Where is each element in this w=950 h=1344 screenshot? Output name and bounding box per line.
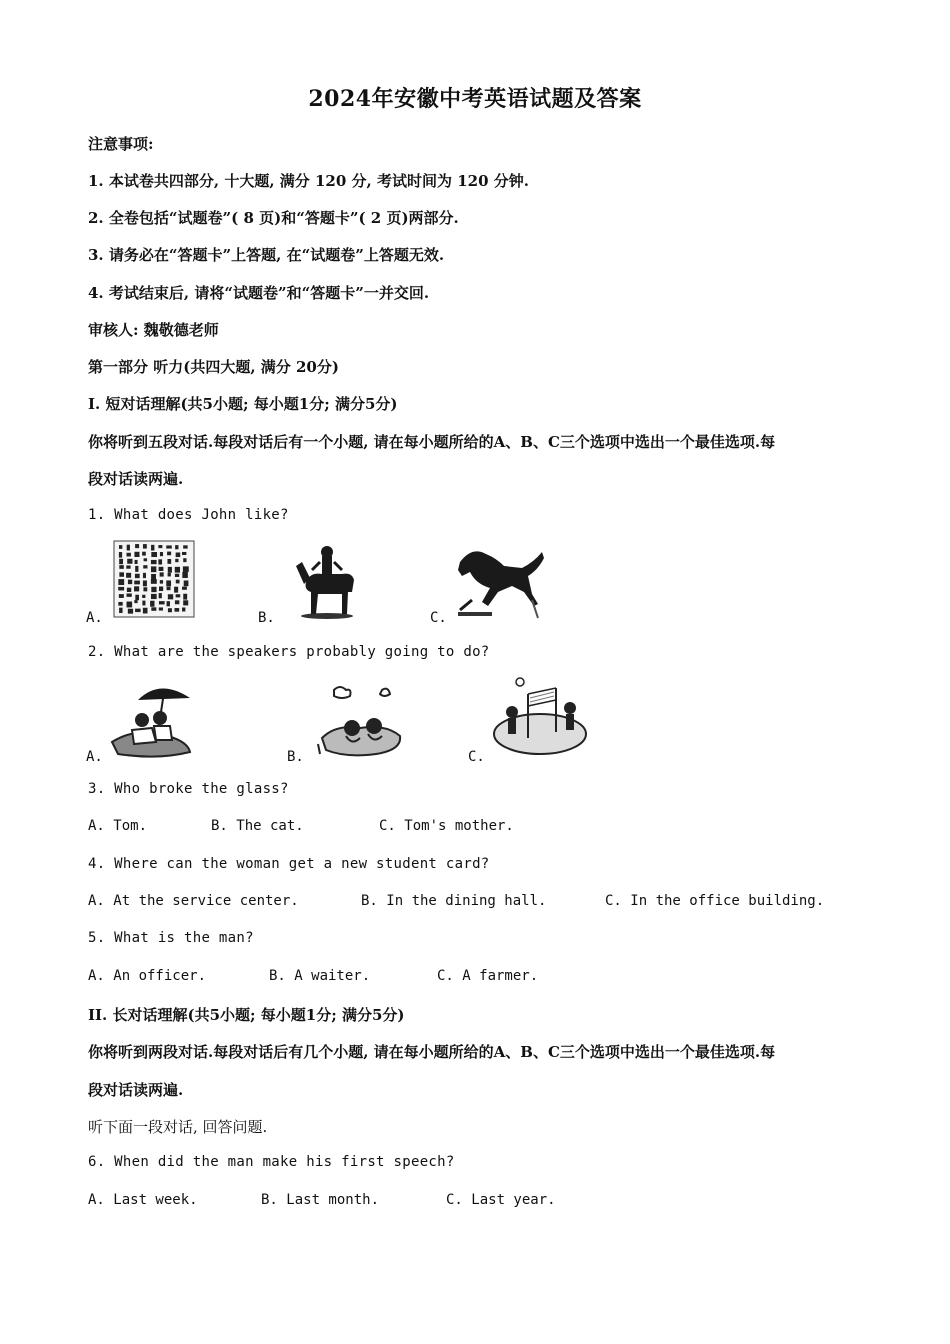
calligraphy-stroke bbox=[142, 552, 146, 556]
calligraphy-stroke bbox=[143, 565, 147, 568]
page-title: 2024年安徽中考英语试题及答案 bbox=[308, 86, 642, 112]
calligraphy-stroke bbox=[159, 587, 163, 592]
calligraphy-stroke bbox=[166, 545, 172, 548]
question-3: 3. Who broke the glass? bbox=[88, 781, 289, 797]
calligraphy-stroke bbox=[119, 594, 124, 598]
calligraphy-stroke bbox=[134, 552, 139, 557]
calligraphy-stroke bbox=[126, 573, 131, 578]
q5-option-c[interactable]: C. A farmer. bbox=[437, 968, 539, 984]
calligraphy-stroke bbox=[167, 559, 171, 564]
calligraphy-stroke bbox=[134, 600, 137, 603]
calligraphy-stroke bbox=[142, 601, 145, 606]
q3-option-c[interactable]: C. Tom's mother. bbox=[379, 818, 514, 834]
calligraphy-stroke bbox=[167, 552, 171, 556]
calligraphy-stroke bbox=[159, 593, 162, 598]
section2-instruction-line1: 你将听到两段对话.每段对话后有几个小题, 请在每小题所给的A、B、C三个选项中选出一个最佳选项.每 bbox=[88, 1043, 776, 1061]
calligraphy-stroke bbox=[135, 566, 138, 572]
q1-option-c-label: C. bbox=[430, 610, 447, 626]
q6-option-c[interactable]: C. Last year. bbox=[446, 1192, 556, 1208]
calligraphy-stroke bbox=[127, 593, 132, 596]
section2-heading: II. 长对话理解(共5小题; 每小题1分; 满分5分) bbox=[88, 1006, 405, 1024]
calligraphy-stroke bbox=[159, 601, 165, 604]
calligraphy-stroke bbox=[184, 581, 189, 587]
calligraphy-stroke bbox=[134, 581, 140, 585]
horse-rider-statue-icon bbox=[292, 542, 362, 620]
calligraphy-stroke bbox=[168, 567, 172, 573]
calligraphy-stroke bbox=[158, 559, 162, 564]
part1-heading: 第一部分 听力(共四大题, 满分 20分) bbox=[88, 358, 339, 376]
calligraphy-stroke bbox=[176, 552, 181, 557]
calligraphy-stroke bbox=[119, 572, 124, 576]
calligraphy-stroke bbox=[174, 608, 179, 612]
calligraphy-stroke bbox=[151, 574, 156, 579]
calligraphy-stroke bbox=[160, 580, 163, 583]
calligraphy-stroke bbox=[118, 579, 124, 585]
question-4: 4. Where can the woman get a new student card? bbox=[88, 856, 490, 872]
calligraphy-stroke bbox=[142, 595, 145, 598]
calligraphy-stroke bbox=[143, 608, 148, 614]
q5-option-b[interactable]: B. A waiter. bbox=[269, 968, 371, 984]
calligraphy-stroke bbox=[159, 567, 164, 571]
calligraphy-stroke bbox=[128, 609, 133, 614]
question-6: 6. When did the man make his first speech? bbox=[88, 1154, 455, 1170]
section1-instruction-line1: 你将听到五段对话.每段对话后有一个小题, 请在每小题所给的A、B、C三个选项中选出一个最佳选项.每 bbox=[88, 433, 776, 451]
q2-option-a-label: A. bbox=[86, 749, 103, 765]
question-2: 2. What are the speakers probably going to do? bbox=[88, 644, 490, 660]
volleyball-icon bbox=[490, 672, 588, 760]
calligraphy-stroke bbox=[174, 587, 178, 593]
calligraphy-stroke bbox=[118, 602, 122, 606]
section2-sub-instruction: 听下面一段对话, 回答问题. bbox=[88, 1118, 268, 1136]
calligraphy-stroke bbox=[126, 553, 130, 557]
calligraphy-stroke bbox=[167, 587, 171, 590]
q5-option-a[interactable]: A. An officer. bbox=[88, 968, 207, 984]
swimming-kids-icon bbox=[316, 684, 406, 760]
question-5: 5. What is the man? bbox=[88, 930, 254, 946]
notice-item-1: 1. 本试卷共四部分, 十大题, 满分 120 分, 考试时间为 120 分钟. bbox=[88, 172, 529, 190]
q2-option-b-label: B. bbox=[287, 749, 304, 765]
calligraphy-stroke bbox=[175, 567, 180, 573]
calligraphy-stroke bbox=[127, 559, 132, 564]
calligraphy-stroke bbox=[143, 580, 147, 586]
q4-option-a[interactable]: A. At the service center. bbox=[88, 893, 299, 909]
section1-instruction-line2: 段对话读两遍. bbox=[88, 470, 184, 488]
calligraphy-stroke bbox=[135, 609, 141, 612]
calligraphy-stroke bbox=[182, 587, 187, 590]
calligraphy-stroke bbox=[183, 566, 189, 572]
calligraphy-stroke bbox=[167, 601, 170, 606]
calligraphy-stroke bbox=[119, 608, 122, 613]
calligraphy-stroke bbox=[168, 573, 171, 577]
calligraphy-stroke bbox=[151, 545, 154, 551]
calligraphy-stroke bbox=[127, 588, 131, 592]
calligraphy-stroke bbox=[127, 602, 133, 608]
calligraphy-stroke bbox=[151, 552, 157, 557]
calligraphy-stroke bbox=[168, 608, 172, 612]
q3-option-b[interactable]: B. The cat. bbox=[211, 818, 304, 834]
calligraphy-stroke bbox=[151, 566, 156, 572]
beach-umbrella-icon bbox=[108, 680, 198, 760]
calligraphy-stroke bbox=[127, 545, 130, 551]
calligraphy-stroke bbox=[118, 587, 124, 591]
calligraphy-stroke bbox=[143, 573, 146, 578]
calligraphy-stroke bbox=[159, 607, 163, 610]
calligraphy-stroke bbox=[183, 558, 186, 562]
calligraphy-stroke bbox=[160, 552, 163, 556]
calligraphy-stroke bbox=[143, 587, 147, 591]
q3-option-a[interactable]: A. Tom. bbox=[88, 818, 148, 834]
calligraphy-stroke bbox=[158, 545, 162, 548]
calligraphy-icon bbox=[113, 540, 195, 618]
calligraphy-stroke bbox=[151, 587, 156, 592]
calligraphy-stroke bbox=[128, 580, 132, 584]
calligraphy-stroke bbox=[151, 560, 157, 564]
galloping-horse-icon bbox=[452, 540, 548, 622]
q6-option-b[interactable]: B. Last month. bbox=[261, 1192, 380, 1208]
section1-heading: I. 短对话理解(共5小题; 每小题1分; 满分5分) bbox=[88, 395, 398, 413]
calligraphy-stroke bbox=[182, 552, 186, 555]
calligraphy-stroke bbox=[119, 545, 122, 549]
calligraphy-stroke bbox=[144, 558, 147, 561]
calligraphy-stroke bbox=[126, 565, 130, 568]
calligraphy-stroke bbox=[183, 600, 188, 605]
reviewer-line: 审核人: 魏敬德老师 bbox=[88, 321, 219, 339]
question-1: 1. What does John like? bbox=[88, 507, 289, 523]
q6-option-a[interactable]: A. Last week. bbox=[88, 1192, 198, 1208]
calligraphy-stroke bbox=[175, 545, 178, 549]
calligraphy-stroke bbox=[183, 594, 187, 600]
calligraphy-stroke bbox=[182, 607, 185, 611]
notice-item-4: 4. 考试结束后, 请将“试题卷”和“答题卡”一并交回. bbox=[88, 284, 430, 302]
notice-heading: 注意事项: bbox=[88, 135, 154, 153]
q4-option-b[interactable]: B. In the dining hall. bbox=[361, 893, 547, 909]
calligraphy-stroke bbox=[135, 544, 139, 548]
calligraphy-stroke bbox=[175, 574, 179, 577]
calligraphy-stroke bbox=[119, 552, 122, 558]
q2-option-c-label: C. bbox=[468, 749, 485, 765]
section2-instruction-line2: 段对话读两遍. bbox=[88, 1081, 184, 1099]
calligraphy-stroke bbox=[143, 544, 147, 548]
calligraphy-stroke bbox=[168, 594, 173, 599]
q4-option-c[interactable]: C. In the office building. bbox=[605, 893, 825, 909]
calligraphy-stroke bbox=[160, 572, 164, 576]
calligraphy-stroke bbox=[150, 601, 154, 607]
calligraphy-stroke bbox=[119, 559, 123, 564]
notice-item-3: 3. 请务必在“答题卡”上答题, 在“试题卷”上答题无效. bbox=[88, 246, 445, 264]
calligraphy-stroke bbox=[151, 579, 157, 584]
calligraphy-stroke bbox=[135, 560, 138, 564]
notice-item-2: 2. 全卷包括“试题卷”( 8 页)和“答题卡”( 2 页)两部分. bbox=[88, 209, 459, 227]
q1-option-a-label: A. bbox=[86, 610, 103, 626]
calligraphy-stroke bbox=[135, 595, 139, 600]
calligraphy-stroke bbox=[176, 580, 180, 584]
calligraphy-stroke bbox=[175, 600, 179, 604]
calligraphy-stroke bbox=[182, 572, 188, 578]
calligraphy-stroke bbox=[166, 580, 171, 586]
calligraphy-stroke bbox=[151, 594, 157, 599]
calligraphy-stroke bbox=[176, 594, 181, 597]
calligraphy-stroke bbox=[151, 607, 156, 611]
calligraphy-stroke bbox=[134, 586, 139, 591]
calligraphy-stroke bbox=[175, 559, 178, 562]
q1-option-b-label: B. bbox=[258, 610, 275, 626]
calligraphy-stroke bbox=[135, 574, 140, 578]
calligraphy-stroke bbox=[183, 545, 187, 548]
calligraphy-stroke bbox=[119, 565, 123, 569]
